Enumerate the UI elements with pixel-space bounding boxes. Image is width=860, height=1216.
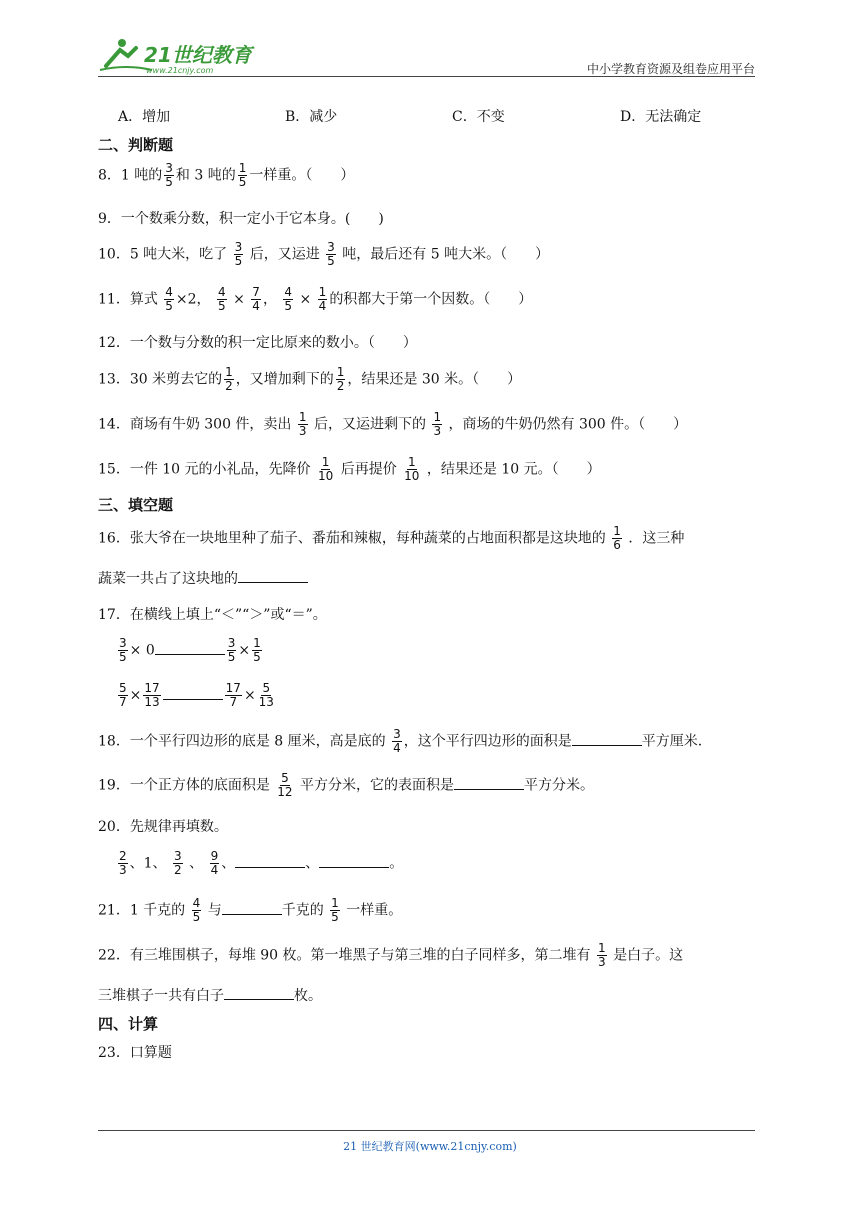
answer-blank[interactable] [238,568,308,583]
option-a: A．增加 [118,109,171,125]
fraction: $\frac{9}{4}$ [210,849,219,877]
question-21: 21．1 千克的 $\frac{4}{5}$ 与 千克的 $\frac{1}{5}$ 一样重。 [98,896,403,924]
question-8: 8．1 吨的 $\frac{3}{5}$ 和 3 吨的 $\frac{1}{5}$ 一样重。（ ） [98,161,355,189]
footer-text: 21 世纪教育网(www.21cnjy.com) [343,1140,517,1153]
answer-blank[interactable] [163,685,223,700]
question-22: 22．有三堆围棋子，每堆 90 枚。第一堆黑子与第三堆的白子同样多，第二堆有 $\frac{1}{3}$ 是白子。这 [98,941,684,969]
section-fill-title: 三、填空题 [98,496,174,514]
question-17-row-2: $\frac{5}{7}$ × $\frac{17}{13}$ $\frac{17}{7}$ × $\frac{5}{13}$ [119,681,274,709]
question-20-sequence: $\frac{2}{3}$ 、1、 $\frac{3}{2}$ 、 $\frac{9}{4}$ 、 、 。 [119,849,404,877]
question-20: 20．先规律再填数。 [98,819,228,835]
fraction: $\frac{17}{7}$ [225,681,241,709]
fraction: $\frac{17}{13}$ [144,681,160,709]
question-19: 19．一个正方体的底面积是 $\frac{5}{12}$ 平方分米，它的表面积是 平方分米。 [98,771,595,799]
fraction: $\frac{1}{2}$ [225,365,233,393]
question-13: 13．30 米剪去它的 $\frac{1}{2}$ ，又增加剩下的 $\frac{1}{2}$ ，结果还是 30 米。（ ） [98,365,522,393]
fraction: $\frac{3}{5}$ [327,240,335,268]
question-22-cont: 三堆棋子一共有白子 枚。 [98,985,322,1005]
answer-blank[interactable] [454,775,524,790]
fraction: $\frac{4}{5}$ [165,285,173,313]
answer-blank[interactable] [319,853,389,868]
answer-blank[interactable] [572,731,642,746]
fraction: $\frac{4}{5}$ [284,285,293,313]
fraction: $\frac{5}{12}$ [277,771,293,799]
svg-text:21世纪教育: 21世纪教育 [144,43,252,67]
fraction: $\frac{5}{7}$ [119,681,127,709]
fraction: $\frac{1}{3}$ [597,941,606,969]
question-10: 10．5 吨大米，吃了 $\frac{3}{5}$ 后，又运进 $\frac{3}{5}$ 吨，最后还有 5 吨大米。（ ） [98,240,550,268]
question-17: 17．在横线上填上“＜”“＞”或“＝”。 [98,607,327,623]
footer-divider [98,1130,755,1131]
question-16: 16．张大爷在一块地里种了茄子、番茄和辣椒，每种蔬菜的占地面积都是这块地的 $\frac{1}{6}$ ．这三种 [98,524,685,552]
section-judge-title: 二、判断题 [98,136,174,154]
option-d: D．无法确定 [620,109,702,125]
fraction: $\frac{1}{2}$ [336,365,345,393]
fraction: $\frac{1}{4}$ [318,285,327,313]
question-12: 12．一个数与分数的积一定比原来的数小。（ ） [98,335,417,351]
fraction: $\frac{1}{5}$ [331,896,339,924]
fraction: $\frac{1}{6}$ [613,524,621,552]
question-17-row-1: $\frac{3}{5}$ × 0 $\frac{3}{5}$ × $\frac{1}{5}$ [119,636,261,664]
fraction: $\frac{1}{10}$ [317,455,334,483]
fraction: $\frac{4}{5}$ [218,285,226,313]
fraction: $\frac{4}{5}$ [192,896,201,924]
fraction: $\frac{2}{3}$ [119,849,127,877]
fraction: $\frac{1}{5}$ [238,161,247,189]
question-11: 11．算式 $\frac{4}{5}$ ×2， $\frac{4}{5}$ × $\frac{7}{4}$ ， $\frac{4}{5}$ × $\frac{1}{4}$ 的积都大于第一个因数。（ ） [98,285,533,313]
fraction: $\frac{3}{5}$ [227,636,236,664]
question-16-cont: 蔬菜一共占了这块地的 [98,568,308,588]
platform-name: 中小学教育资源及组卷应用平台 [586,62,755,76]
site-logo [96,36,256,76]
header-divider [98,76,755,77]
section-calc-title: 四、计算 [98,1015,159,1033]
fraction: $\frac{1}{5}$ [253,636,261,664]
question-14: 14．商场有牛奶 300 件，卖出 $\frac{1}{3}$ 后，又运进剩下的 $\frac{1}{3}$ ，商场的牛奶仍然有 300 件。（ ） [98,410,688,438]
fraction: $\frac{3}{5}$ [234,240,243,268]
fraction: $\frac{3}{5}$ [119,636,127,664]
option-c: C．不变 [452,109,505,125]
question-18: 18．一个平行四边形的底是 8 厘米，高是底的 $\frac{3}{4}$ ，这个平行四边形的面积是 平方厘米. [98,727,703,755]
question-23: 23．口算题 [98,1045,172,1061]
option-b: B．减少 [285,109,338,125]
question-9: 9．一个数乘分数，积一定小于它本身。( ) [98,211,384,227]
fraction: $\frac{1}{3}$ [298,410,307,438]
svg-text:www.21cnjy.com: www.21cnjy.com [146,66,214,75]
fraction: $\frac{1}{10}$ [404,455,420,483]
question-15: 15．一件 10 元的小礼品，先降价 $\frac{1}{10}$ 后再提价 $\frac{1}{10}$ ，结果还是 10 元。（ ） [98,455,601,483]
fraction: $\frac{1}{3}$ [433,410,442,438]
fraction: $\frac{5}{13}$ [258,681,274,709]
answer-blank[interactable] [222,900,282,915]
fraction: $\frac{3}{2}$ [174,849,182,877]
fraction: $\frac{3}{4}$ [393,727,401,755]
fraction: $\frac{7}{4}$ [252,285,260,313]
answer-blank[interactable] [235,853,305,868]
fraction: $\frac{3}{5}$ [165,161,173,189]
answer-blank[interactable] [155,640,225,655]
answer-blank[interactable] [224,985,294,1000]
